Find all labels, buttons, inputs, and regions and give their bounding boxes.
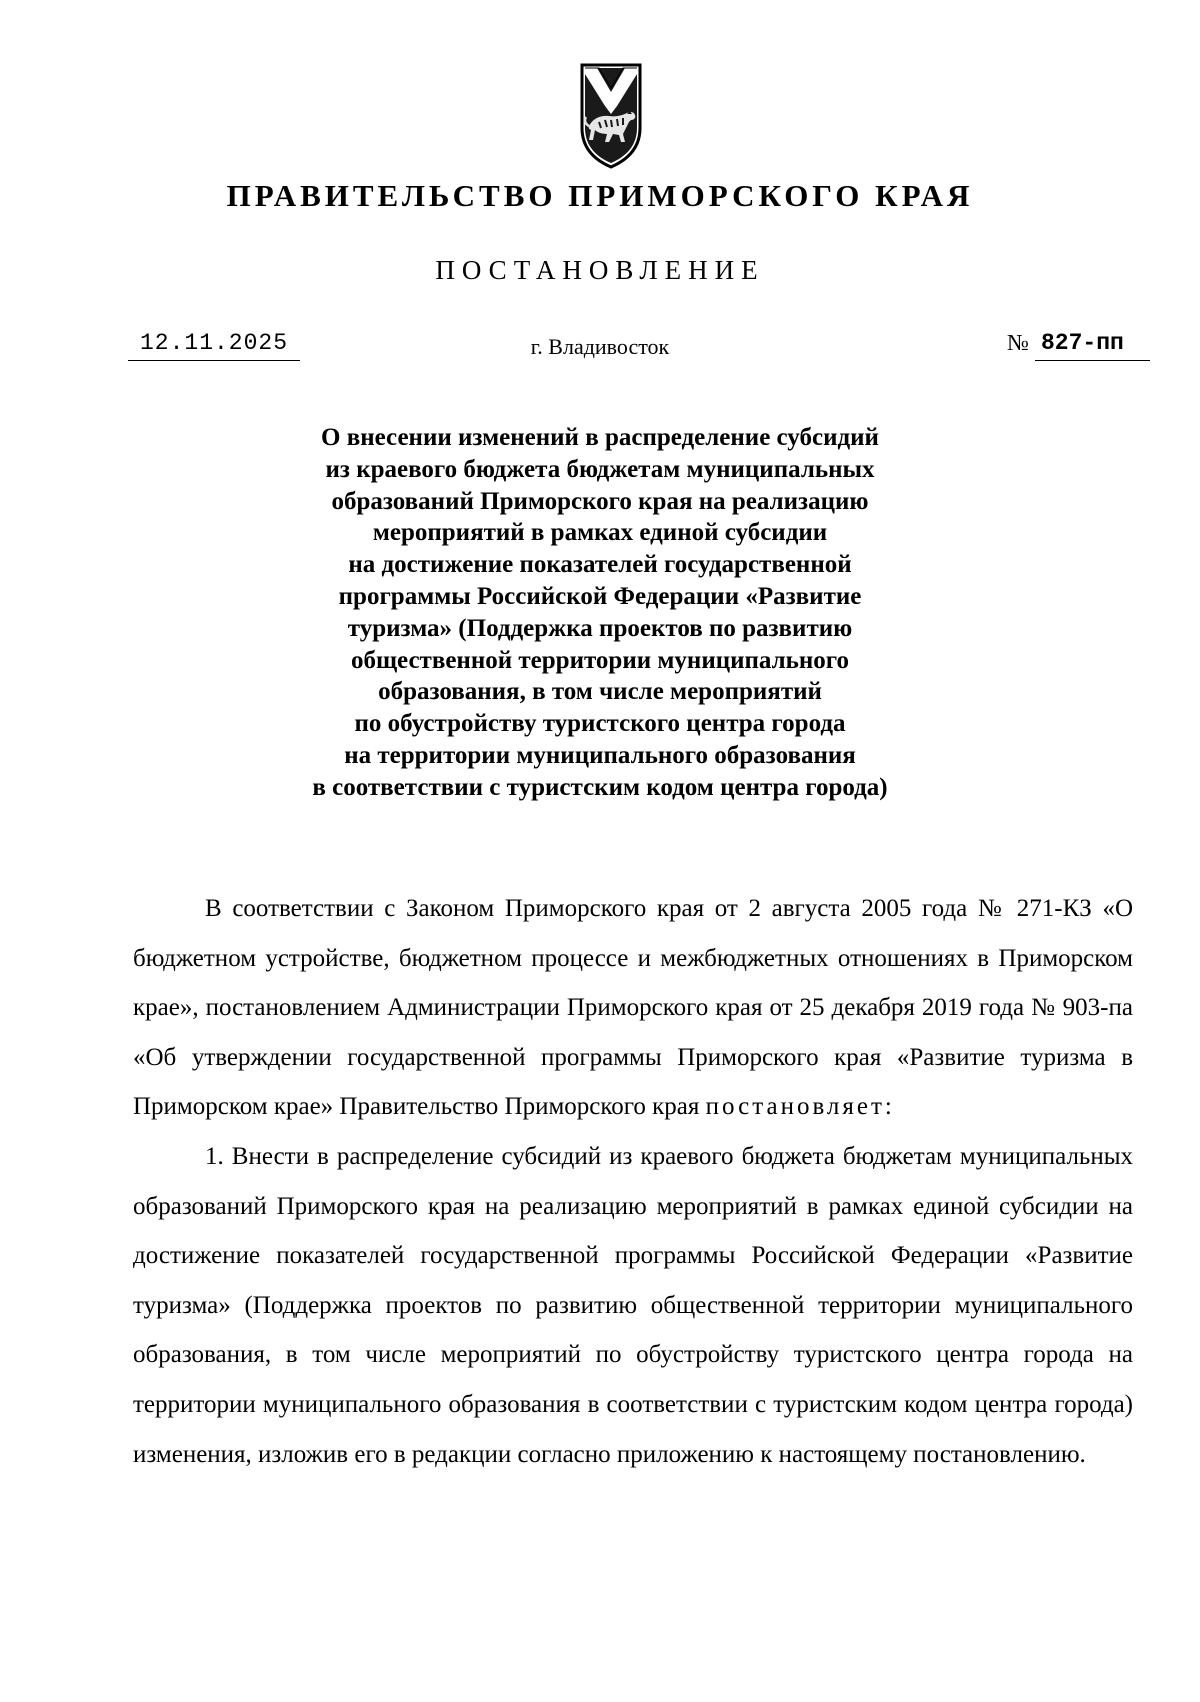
document-subject xyxy=(210,422,990,804)
item-1-paragraph: 1. Внести в распределение субсидий из краевого бюджета бюджетам муниципальных образований Приморского края на реализацию мероприятий в рамках единой субсидии на достижение показателей государственной программы Российской Федерации «Развитие туризма» (Поддержка проектов по развитию общественной территории муниципального образования, в том числе мероприятий по обустройству туристского центра города на территории муниципального образования в соответствии с туристским кодом центра города) изменения, изложив его в редакции согласно приложению к настоящему постановлению. xyxy=(133,1142,1133,1468)
subject-line: на достижение показателей государственной xyxy=(348,551,852,579)
resolves-word: постановляет: xyxy=(705,1093,895,1121)
preamble-paragraph xyxy=(133,884,1133,1132)
document-city: г. Владивосток xyxy=(530,334,670,359)
subject-line: программы Российской Федерации «Развитие xyxy=(338,582,862,610)
document-meta-row xyxy=(0,326,1200,374)
subject-line: в соответствии с туристским кодом центра города) xyxy=(312,773,888,801)
subject-line: на территории муниципального образования xyxy=(344,741,856,769)
document-number: 827-пп xyxy=(1041,330,1124,356)
subject-line: общественной территории муниципального xyxy=(350,646,850,674)
subject-line: мероприятий в рамках единой субсидии xyxy=(372,519,828,547)
subject-line: туризма» (Поддержка проектов по развитию xyxy=(347,614,853,642)
document-date: 12.11.2025 xyxy=(139,330,289,356)
subject-line: по обустройству туристского центра города xyxy=(354,710,846,738)
number-underline xyxy=(1035,360,1150,361)
subject-line: образований Приморского края на реализацию xyxy=(331,487,869,515)
preamble-text: В соответствии с Законом Приморского края от 2 августа 2005 года № 271-КЗ «О бюджетном устройстве, бюджетном процессе и межбюджетных отношениях в Приморском крае», постановлением Администрации Приморского края от 25 декабря 2019 года № 903-па «Об утверждении государственной программы Приморского края «Развитие туризма в Приморском крае» Правительство Приморского края xyxy=(133,895,1133,1121)
document-type: ПОСТАНОВЛЕНИЕ xyxy=(435,255,765,285)
number-sign: № xyxy=(1007,330,1029,355)
subject-line: из краевого бюджета бюджетам муниципальных xyxy=(325,455,875,483)
subject-line: О внесении изменений в распределение субсидий xyxy=(321,424,879,451)
organization-title: ПРАВИТЕЛЬСТВО ПРИМОРСКОГО КРАЯ xyxy=(226,178,974,213)
primorsky-coat-of-arms-icon xyxy=(579,62,643,170)
subject-line: образования, в том числе мероприятий xyxy=(378,678,822,706)
document-body xyxy=(133,884,1133,1479)
date-underline xyxy=(128,360,300,361)
